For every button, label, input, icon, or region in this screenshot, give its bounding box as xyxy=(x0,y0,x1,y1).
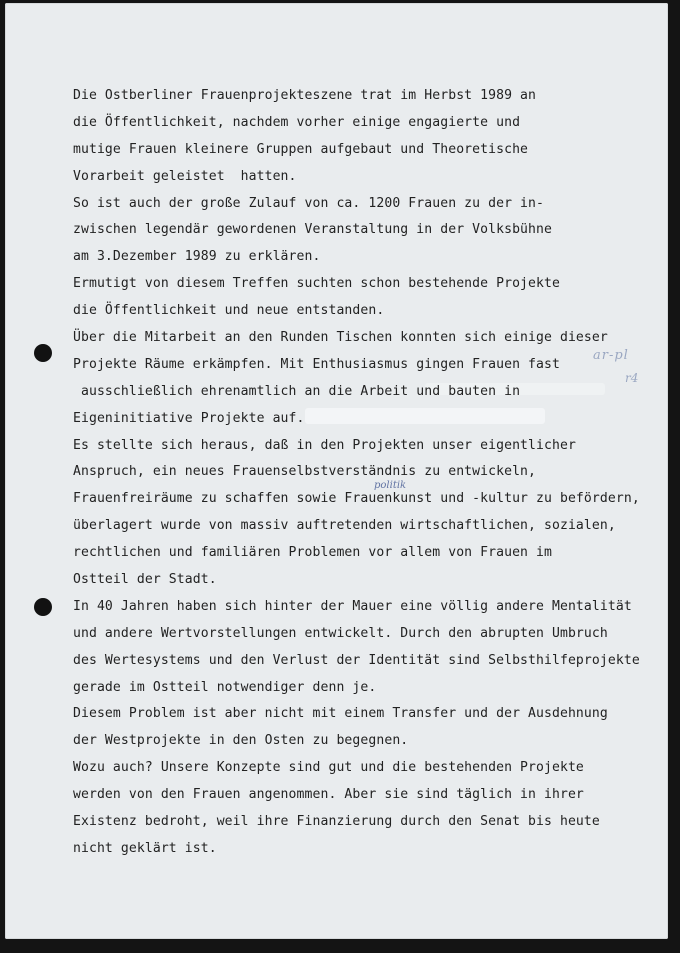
text-line: Ermutigt von diesem Treffen suchten schon bestehende Projekte xyxy=(73,276,560,292)
punch-hole xyxy=(34,598,52,616)
text-line: und andere Wertvorstellungen entwickelt. Durch den abrupten Umbruch xyxy=(73,625,608,641)
text-line: ausschließlich ehrenamtlich an die Arbeit und bauten in xyxy=(73,383,521,399)
punch-hole xyxy=(34,344,52,362)
handwritten-margin-note: ar-pl xyxy=(593,348,629,363)
text-line: zwischen legendär gewordenen Veranstaltung in der Volksbühne xyxy=(73,222,552,238)
text-line: Frauenfreiräume zu schaffen sowie Frauenkunst und -kultur zu befördern, xyxy=(73,491,640,507)
text-line: die Öffentlichkeit, nachdem vorher einige engagierte und xyxy=(73,114,521,130)
text-line: des Wertesystems und den Verlust der Identität sind Selbsthilfeprojekte xyxy=(73,652,640,668)
document-page xyxy=(5,3,668,939)
text-line: rechtlichen und familiären Problemen vor allem von Frauen im xyxy=(73,545,552,561)
text-line: Projekte Räume erkämpfen. Mit Enthusiasmus gingen Frauen fast xyxy=(73,356,560,372)
text-line: Wozu auch? Unsere Konzepte sind gut und die bestehenden Projekte xyxy=(73,760,584,776)
text-line: Über die Mitarbeit an den Runden Tischen konnten sich einige dieser xyxy=(73,330,608,346)
text-line: Existenz bedroht, weil ihre Finanzierung durch den Senat bis heute xyxy=(73,814,600,830)
text-line: überlagert wurde von massiv auftretenden wirtschaftlichen, sozialen, xyxy=(73,518,616,534)
text-line: In 40 Jahren haben sich hinter der Mauer eine völlig andere Mentalität xyxy=(73,598,632,614)
text-line: werden von den Frauen angenommen. Aber sie sind täglich in ihrer xyxy=(73,787,584,803)
text-line: nicht geklärt ist. xyxy=(73,840,217,856)
text-line: Anspruch, ein neues Frauenselbstverständnis zu entwickeln, xyxy=(73,464,537,480)
text-line: die Öffentlichkeit und neue entstanden. xyxy=(73,303,385,319)
text-line: mutige Frauen kleinere Gruppen aufgebaut und Theoretische xyxy=(73,141,529,157)
text-line: Die Ostberliner Frauenprojekteszene trat im Herbst 1989 an xyxy=(73,88,537,103)
text-line: am 3.Dezember 1989 zu erklären. xyxy=(73,249,321,265)
typed-body-text xyxy=(73,83,663,863)
text-line: Ostteil der Stadt. xyxy=(73,572,217,588)
text-line: der Westprojekte in den Osten zu begegnen. xyxy=(73,733,409,749)
text-line: Vorarbeit geleistet hatten. xyxy=(73,168,297,184)
text-line: Es stellte sich heraus, daß in den Projekten unser eigentlicher xyxy=(73,437,576,453)
text-line: So ist auch der große Zulauf von ca. 1200 Frauen zu der in- xyxy=(73,195,545,211)
text-line: gerade im Ostteil notwendiger denn je. xyxy=(73,679,377,695)
handwritten-insertion: politik xyxy=(374,480,407,491)
text-line: Diesem Problem ist aber nicht mit einem Transfer und der Ausdehnung xyxy=(73,706,608,722)
handwritten-margin-note: r4 xyxy=(625,371,639,385)
text-line: Eigeninitiative Projekte auf. xyxy=(73,410,305,426)
